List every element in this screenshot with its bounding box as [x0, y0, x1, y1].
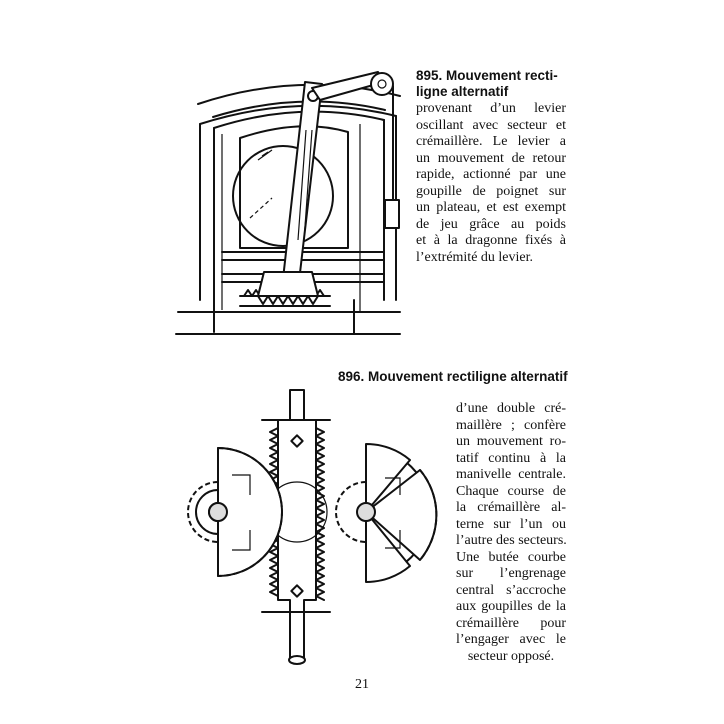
section-895-line: et à la dragonne fixés à [416, 233, 566, 248]
section-896-line: secteur opposé. [467, 648, 555, 664]
section-895-line: provenant d’un levier [416, 101, 566, 116]
section-896-line: l’engager avec le [456, 632, 566, 647]
section-896-line: central s’accroche [456, 582, 566, 598]
section-896-line: maillère ; confère [456, 417, 566, 433]
section-896-line: terne sur l’un ou [456, 516, 566, 532]
page-number: 21 [355, 677, 369, 692]
section-896-line: l’autre des secteurs. [456, 533, 567, 548]
section-896-line: un mouvement ro- [456, 434, 566, 449]
section-895-line: rapide, actionné par une [416, 167, 566, 182]
section-896-line: d’une double cré- [456, 401, 566, 416]
section-895-line: de jeu grâce au poids [416, 216, 566, 232]
section-896-line: Une butée courbe [456, 549, 566, 565]
section-895-line: l’extrémité du levier. [416, 249, 534, 265]
section-895-line: oscillant avec secteur et [416, 117, 566, 133]
section-895-line: crémaillère. Le levier a [416, 134, 566, 149]
section-895-line: goupille de poignet sur [416, 183, 566, 199]
section-896-line: crémaillère pour [456, 615, 566, 631]
double-rack [278, 390, 316, 660]
section-896-body [456, 401, 566, 665]
section-896-line: la crémaillère al- [456, 500, 566, 515]
section-896-line: sur l’engrenage [456, 566, 566, 581]
section-895-body [416, 101, 566, 266]
section-896-line: aux goupilles de la [456, 599, 566, 614]
section-896-title: 896. Mouvement rectiligne alternatif [338, 369, 568, 384]
section-895-line: un plateau, et est exempt [416, 200, 566, 215]
section-896-line: Chaque course de [456, 483, 566, 499]
section-895-line: un mouvement de retour [416, 150, 566, 166]
section-896-line: tatif continu à la [456, 450, 566, 466]
section-896-line: manivelle centrale. [456, 467, 566, 482]
section-895-title: 895. Mouvement recti- ligne alternatif [416, 68, 558, 99]
